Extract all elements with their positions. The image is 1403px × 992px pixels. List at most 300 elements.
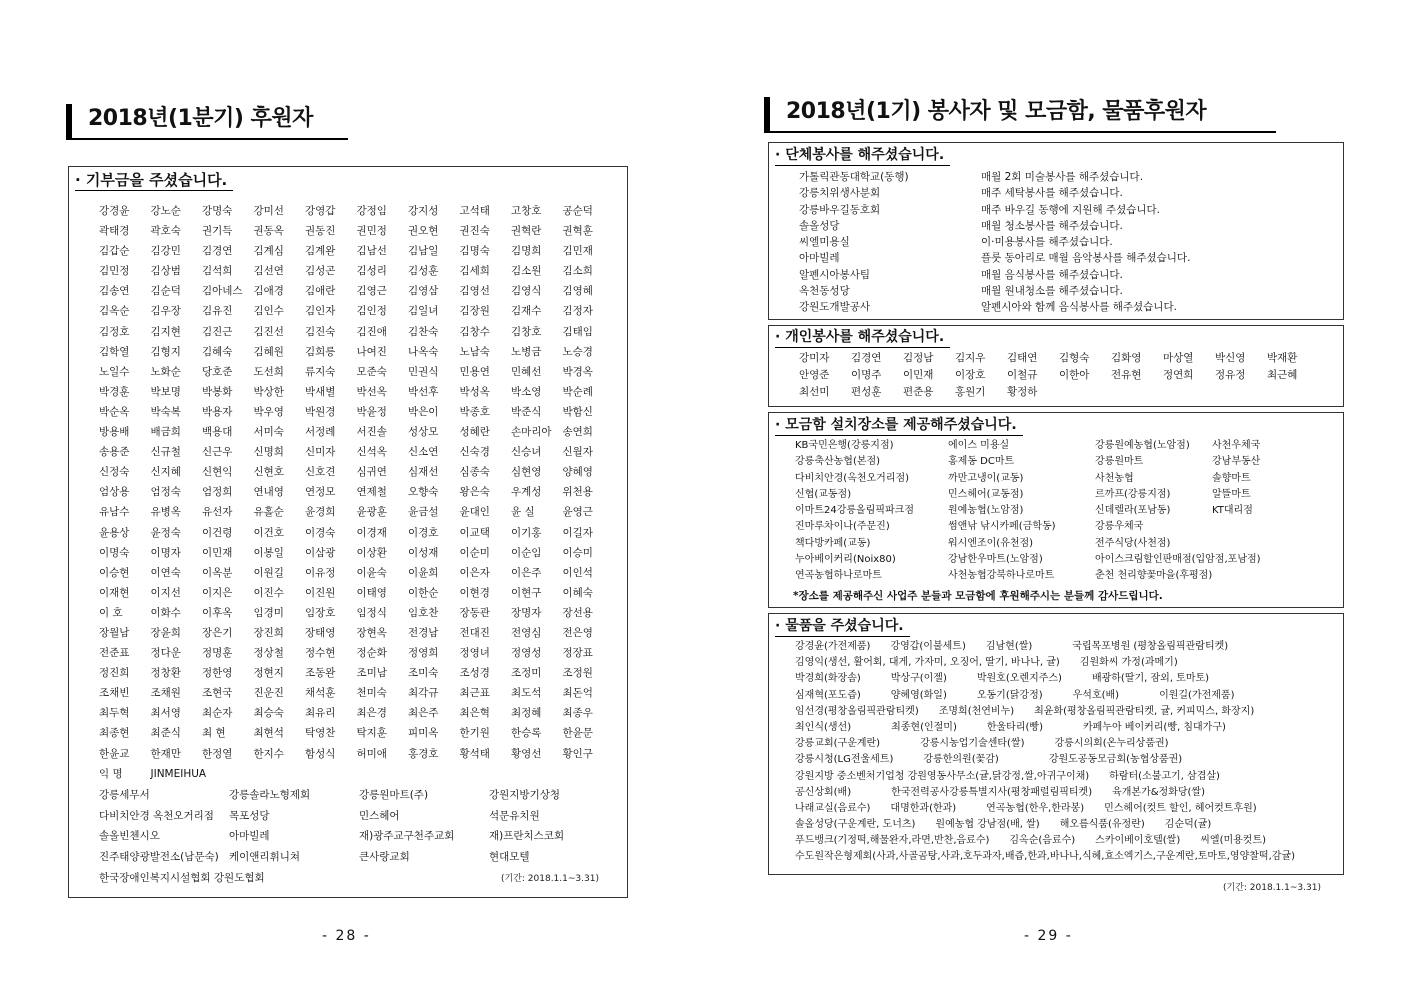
- donor-name: 최현석: [253, 727, 284, 740]
- donor-name: 노승경: [562, 345, 593, 358]
- donation-box-place: 사천우체국: [1212, 440, 1261, 451]
- volunteer-name: 황정하: [1007, 386, 1038, 398]
- donor-name: 김창수: [459, 325, 490, 338]
- volunteer-name: 마상열: [1163, 352, 1194, 364]
- left-page: [0, 0, 701, 992]
- donor-org: 현대모텔: [489, 851, 530, 864]
- donor-name: 이경호: [408, 526, 439, 539]
- donor-name: 심귀연: [356, 466, 387, 479]
- donation-box-place: 전주식당(사천점): [1095, 537, 1171, 549]
- donor-name: 공순덕: [562, 205, 593, 217]
- volunteer-name: 박재환: [1267, 352, 1298, 364]
- goods-donor-line: 강릉시청(LG전울세트) 강릉한의원(꽃감) 강원도공동모금회(농협상품권): [795, 754, 1183, 766]
- volunteer-name: 김지우: [955, 352, 986, 364]
- donor-name: 신현익: [202, 466, 233, 479]
- donor-name: 이한순: [408, 586, 439, 599]
- donor-name: 조미숙: [408, 667, 439, 680]
- group-volunteer-row: [799, 234, 1190, 250]
- group-volunteer-row: [799, 283, 1190, 299]
- donor-name: 최돈억: [562, 687, 593, 700]
- donor-name: 조동완: [305, 667, 336, 680]
- donor-name: 이은주: [511, 566, 542, 579]
- group-volunteer-row: [799, 299, 1190, 315]
- donor-name: 나여진: [356, 345, 387, 358]
- donor-name: 박순옥: [99, 405, 130, 418]
- donation-box-place: 이마트24강릉올림픽파크점: [795, 505, 914, 517]
- donor-name: 김계완: [305, 245, 336, 258]
- donor-name: 신정숙: [99, 466, 130, 479]
- donor-name: 권혁란: [511, 225, 542, 238]
- donor-name: 임정식: [356, 606, 387, 619]
- donor-name: 김태임: [562, 325, 593, 338]
- donor-name: 탁영찬: [305, 727, 336, 740]
- volunteer-name: 최근혜: [1267, 369, 1298, 381]
- donation-box-place: 진마루차이나(주문진): [795, 521, 890, 533]
- donor-name: 성상모: [408, 426, 439, 439]
- donor-name: 최근표: [459, 687, 490, 700]
- donor-name: 신미자: [305, 446, 336, 459]
- donor-org: 한국장애인복지시설협회 강원도협회: [99, 871, 265, 884]
- donation-box-place: 썸앤낚 낚시카페(금학동): [948, 521, 1056, 533]
- group-volunteer-row: [799, 250, 1190, 266]
- goods-donor-line: 솔올성당(구운계란, 도너츠) 원예농협 강남점(배, 쌀) 해오름식품(유정란) 김순덕(귤): [795, 819, 1212, 831]
- group-name: 옥천동성당: [799, 285, 850, 298]
- donor-org: 케이앤리휘니쳐: [229, 851, 301, 864]
- donation-box-place: 사천농협강북하나로마트: [948, 570, 1055, 582]
- donor-name: 최순자: [202, 707, 233, 720]
- donor-name: 박경훈: [99, 385, 130, 398]
- donor-name: 심종숙: [459, 466, 490, 479]
- donor-name: 조미남: [356, 667, 387, 680]
- donation-box-place: 알뜰마트: [1212, 488, 1251, 500]
- donor-name: 신소연: [408, 446, 439, 459]
- donor-name: 민권식: [408, 365, 439, 378]
- goods-donor-heading: · 물품을 주셨습니다.: [775, 617, 910, 637]
- donor-name: 송용준: [99, 446, 130, 459]
- donor-name: 이인석: [562, 566, 593, 579]
- donor-name: 김우장: [150, 305, 181, 318]
- donor-name: 김희릉: [305, 345, 336, 358]
- donor-name: 이건호: [253, 526, 284, 539]
- donor-name: 김갑순: [99, 245, 130, 258]
- donor-name: 이명숙: [99, 546, 130, 559]
- donor-name: 김찬숙: [408, 325, 439, 338]
- donor-name: 김인정: [356, 305, 387, 318]
- donation-box-place: 솔향마트: [1212, 472, 1251, 484]
- donor-name: 김민재: [562, 245, 593, 258]
- donor-name: 장현옥: [356, 626, 387, 639]
- group-name: 알펜시아봉사팀: [799, 268, 871, 281]
- donor-name: 박윤정: [356, 405, 387, 418]
- donor-name: 모준숙: [356, 365, 387, 378]
- volunteer-name: 김형숙: [1059, 352, 1090, 364]
- donor-name: 김명숙: [459, 245, 490, 258]
- donor-name: 황석태: [459, 747, 490, 760]
- donor-name: 최유리: [305, 707, 336, 720]
- donor-name: 김창호: [511, 325, 542, 338]
- group-activity: 플룻 동아리로 매월 음악봉사를 해주셨습니다.: [981, 252, 1191, 265]
- donor-name: 신석옥: [356, 446, 387, 459]
- donation-box-place: 책다방카페(교동): [795, 537, 871, 549]
- donor-name: 한정열: [202, 747, 233, 760]
- donor-name: 신승녀: [511, 446, 542, 459]
- group-activity: 매주 세탁봉사를 해주셨습니다.: [981, 187, 1123, 200]
- donor-name: 윤광훈: [356, 506, 387, 519]
- donor-name: 김학열: [99, 345, 130, 358]
- donor-name: 이순임: [511, 546, 542, 559]
- donor-name: 김영선: [459, 285, 490, 298]
- group-activity: 매주 바우길 동행에 지원해 주셨습니다.: [981, 203, 1160, 216]
- donor-name: 정한영: [202, 667, 233, 680]
- donor-name: 김세희: [459, 265, 490, 278]
- donor-name: 이후옥: [202, 606, 233, 619]
- donor-name: 권오현: [408, 225, 439, 238]
- donor-name: 김장원: [459, 305, 490, 318]
- goods-donor-line: 김영익(생선, 활어회, 대게, 가자미, 오징어, 딸기, 바나나, 귤) 김원화씨 가정(과메기): [795, 657, 1178, 669]
- donation-box-place: 르까프(강릉지점): [1095, 488, 1171, 500]
- volunteer-name: 편준용: [903, 386, 934, 398]
- donor-name: 장진희: [253, 626, 284, 639]
- donor-name: 임장호: [305, 606, 336, 619]
- donor-name: 한재만: [150, 747, 181, 760]
- donor-name: 이삼광: [305, 546, 336, 559]
- donor-name: 이명자: [150, 546, 181, 559]
- donor-name: 강정임: [356, 205, 387, 217]
- volunteer-name: 김정남: [903, 352, 934, 364]
- donor-name: 이윤희: [408, 566, 439, 579]
- donor-name: 허미애: [356, 747, 387, 760]
- goods-donor-line: 나래교실(음료수) 대명한과(한과) 연곡농협(한우,한라봉) 민스헤어(컷트 할인, 헤어컷트후원): [795, 802, 1257, 814]
- donor-name: 김혜원: [253, 345, 284, 358]
- donor-name: 신호견: [305, 466, 336, 479]
- donor-name: 정영성: [511, 647, 542, 660]
- donor-name: 김정호: [99, 325, 130, 338]
- donation-box-place: 아이스크림할인판매점(입암점,포남점): [1095, 554, 1261, 566]
- donor-name: 박함신: [562, 405, 593, 418]
- donor-name: 한지수: [253, 747, 284, 760]
- donor-name: 이태영: [356, 586, 387, 599]
- donor-name: 김영근: [356, 285, 387, 298]
- donor-name: 박봉화: [202, 385, 233, 398]
- donor-name: 정수현: [305, 647, 336, 660]
- donation-box-place: [1212, 536, 1340, 552]
- donor-name: 나옥숙: [408, 345, 439, 358]
- donor-name: 이상환: [356, 546, 387, 559]
- donor-name: JINMEIHUA: [150, 767, 207, 780]
- donation-box-place: 워시엔조이(유천점): [948, 537, 1034, 549]
- group-volunteer-row: [799, 267, 1190, 283]
- group-volunteer-heading: · 단체봉사를 해주셨습니다.: [775, 146, 950, 166]
- donation-box-place-section: [768, 412, 1344, 608]
- donor-name: 김진선: [253, 325, 284, 338]
- donor-name: 김소희: [562, 265, 593, 278]
- donor-name: 권동옥: [253, 225, 284, 238]
- right-page-number: - 29 -: [1024, 928, 1073, 944]
- group-name: 강릉바우길동호회: [799, 203, 881, 216]
- donation-box-place: 강릉우체국: [1095, 521, 1144, 533]
- goods-donor-line: 박경희(화장솜) 박상구(이젤) 박원호(오렌지주스) 배광하(딸기, 잠외, 토마토): [795, 673, 1210, 685]
- donor-name: 배금희: [150, 426, 181, 439]
- donor-name: 김석희: [202, 265, 233, 278]
- donor-name: [408, 764, 460, 784]
- donor-name: 이재현: [99, 586, 130, 599]
- donor-name: 임경미: [253, 606, 284, 619]
- donation-box-place: 강릉축산농협(본점): [795, 456, 881, 468]
- donor-name: 박우영: [253, 405, 284, 418]
- donor-name: 장명자: [511, 606, 542, 619]
- donor-name: 최 현: [202, 727, 226, 740]
- donor-name: 윤정숙: [150, 526, 181, 539]
- donor-name: 강명숙: [202, 205, 233, 217]
- group-activity: 매월 2회 미술봉사를 해주셨습니다.: [981, 171, 1144, 183]
- donor-name: 이민재: [202, 546, 233, 559]
- donation-box-place: [1212, 568, 1340, 584]
- goods-donor-list: [795, 639, 1340, 866]
- donor-name: 김강민: [150, 245, 181, 258]
- donor-name: 진운진: [253, 687, 284, 700]
- donor-name: 김애경: [253, 285, 284, 298]
- donor-name: 전준표: [99, 647, 130, 660]
- donor-name: 민용연: [459, 365, 490, 378]
- donor-name: 강미선: [253, 205, 284, 217]
- donor-name: 김명희: [511, 245, 542, 258]
- donor-name: 엄정희: [202, 486, 233, 499]
- donor-name: 김성훈: [408, 265, 439, 278]
- donor-org: 강릉원마트(주): [359, 789, 429, 801]
- donor-name: 이현경: [459, 586, 490, 599]
- donor-name: 김영식: [511, 285, 542, 298]
- donor-name: 한승록: [511, 727, 542, 740]
- donor-section: [68, 166, 628, 898]
- donor-name: 장월남: [99, 626, 130, 639]
- donor-name: 이경숙: [305, 526, 336, 539]
- group-name: 강릉치위생사분회: [799, 187, 881, 200]
- donor-name: 송연희: [562, 426, 593, 439]
- donor-name: 김일녀: [408, 305, 439, 318]
- left-period-note: (기간: 2018.1.1~3.31): [501, 874, 599, 884]
- donation-box-place: KB국민은행(강릉지점): [795, 440, 894, 451]
- volunteer-name: 김태연: [1007, 352, 1038, 364]
- donor-name: 김인수: [253, 305, 284, 318]
- group-volunteer-row: [799, 185, 1190, 201]
- group-name: 솔올성당: [799, 219, 840, 232]
- individual-volunteer-grid: [799, 350, 1319, 401]
- donor-org: 아마빌레: [229, 830, 270, 843]
- donor-name: 박소영: [511, 385, 542, 398]
- donor-org: 강원지방기상청: [489, 789, 561, 801]
- donation-box-place: 원예농협(노암점): [948, 505, 1024, 517]
- goods-donor-line: 최인식(생선) 최종현(인절미) 한울타리(빵) 카페누아 베이커리(빵, 침대가구): [795, 721, 1226, 733]
- donor-name: 김민정: [99, 265, 130, 278]
- donor-name: 김성리: [356, 265, 387, 278]
- donor-name: 황인구: [562, 747, 593, 760]
- donor-name: 최각규: [408, 687, 439, 700]
- donor-name: 정명훈: [202, 647, 233, 660]
- group-activity: 알펜시아와 함께 음식봉사를 해주셨습니다.: [981, 301, 1177, 314]
- goods-donor-line: 강경윤(가전제품) 강영갑(이불세트) 김남현(쌀) 국립목포병원 (평창올림픽관람티켓): [795, 641, 1229, 652]
- donor-name: 김상범: [150, 265, 181, 278]
- donor-name: 강노순: [150, 205, 181, 217]
- donor-name: 박선옥: [356, 385, 387, 398]
- donor-name: [254, 764, 306, 784]
- donor-name: 김남일: [408, 245, 439, 258]
- donor-name: 장태영: [305, 626, 336, 639]
- group-activity: 매월 원내청소를 해주셨습니다.: [981, 285, 1123, 298]
- donor-name: 정현지: [253, 667, 284, 680]
- donor-name: 이경재: [356, 526, 387, 539]
- donor-name: 박종호: [459, 405, 490, 418]
- donor-name: 권기득: [202, 225, 233, 238]
- donor-name-grid: [99, 201, 614, 784]
- donor-org: [229, 868, 359, 889]
- donor-name: 한기원: [459, 727, 490, 740]
- donor-name: 황영선: [511, 747, 542, 760]
- donor-name: [563, 764, 615, 784]
- donor-org: 민스헤어: [359, 809, 400, 822]
- donor-name: 피미옥: [408, 727, 439, 740]
- donor-name: 왕은숙: [459, 486, 490, 499]
- donor-name: 조현국: [202, 687, 233, 700]
- donor-name: 권민정: [356, 225, 387, 238]
- donation-box-place: [1212, 552, 1340, 568]
- donor-name: 김재수: [511, 305, 542, 318]
- donor-name: 백용대: [202, 426, 233, 439]
- donor-name: 이은자: [459, 566, 490, 579]
- donor-name: 정영녀: [459, 647, 490, 660]
- group-activity: 이·미용봉사를 해주셨습니다.: [981, 236, 1113, 249]
- donor-name: [460, 764, 512, 784]
- donor-name: 강영갑: [305, 205, 336, 217]
- goods-donor-line: 심재혁(포도즙) 양혜영(화일) 오동기(닭강정) 우석호(배) 이원길(가전제품): [795, 689, 1235, 701]
- donor-name: 김남선: [356, 245, 387, 258]
- individual-volunteer-heading: · 개인봉사를 해주셨습니다.: [775, 328, 950, 348]
- donor-name: 홍경호: [408, 747, 439, 760]
- donor-name: 김옥순: [99, 305, 130, 318]
- donor-name: 윤 실: [511, 506, 535, 519]
- donor-name: [305, 764, 357, 784]
- donor-name: 곽태경: [99, 225, 130, 238]
- donation-box-place: 까만고냉이(교동): [948, 472, 1024, 484]
- donor-name: 오향숙: [408, 486, 439, 499]
- donor-name: [357, 764, 409, 784]
- volunteer-name: 김경연: [851, 352, 882, 364]
- donor-name: 이원길: [253, 566, 284, 579]
- donor-name: 이지선: [150, 586, 181, 599]
- volunteer-name: [1267, 384, 1319, 401]
- donor-name: 탁지훈: [356, 727, 387, 740]
- donor-name: 정영희: [408, 647, 439, 660]
- donor-name: 박상한: [253, 385, 284, 398]
- donor-name: 곽호숙: [150, 225, 181, 238]
- donor-name: 정장표: [562, 647, 593, 660]
- donor-name: 전경남: [408, 626, 439, 639]
- donor-name: 김진숙: [305, 325, 336, 338]
- donor-name: 손마리아: [511, 426, 552, 439]
- donor-name: 박순례: [562, 385, 593, 398]
- donor-name: 당호준: [202, 365, 233, 378]
- donor-org: 진주태양광발전소(남문숙): [99, 851, 219, 864]
- donor-name: 박선후: [408, 385, 439, 398]
- donor-org: 석문유치원: [489, 809, 540, 822]
- group-name: 가톨릭관동대학교(동행): [799, 171, 909, 183]
- donor-name: 이윤숙: [356, 566, 387, 579]
- donor-name: 이혜숙: [562, 586, 593, 599]
- donor-name: 장윤희: [150, 626, 181, 639]
- donor-name: 장동관: [459, 606, 490, 619]
- donor-name: 이유정: [305, 566, 336, 579]
- donor-name: 유남수: [99, 506, 130, 519]
- volunteer-name: 강미자: [799, 352, 830, 364]
- group-volunteer-list: [799, 169, 1190, 316]
- volunteer-name: [1163, 384, 1215, 401]
- donation-box-place: KT대리점: [1212, 505, 1253, 517]
- donor-name: 성혜란: [459, 426, 490, 439]
- donor-name: 최은주: [408, 707, 439, 720]
- donor-name: 윤영근: [562, 506, 593, 519]
- donor-name: 이승미: [562, 546, 593, 559]
- donor-name: 강경윤: [99, 205, 130, 217]
- volunteer-name: [1059, 384, 1111, 401]
- goods-donor-line: 강원지방 중소벤처기업청 강원영동사무소(귤,닭강정,쌀,아귀구이채) 하람터(소불고기, 삼겹살): [795, 770, 1220, 782]
- donation-box-place-heading: · 모금함 설치장소를 제공해주셨습니다.: [775, 416, 1023, 436]
- donor-name: 도선희: [253, 365, 284, 378]
- individual-volunteer-section: [768, 325, 1344, 407]
- donor-name: 신현호: [253, 466, 284, 479]
- goods-donor-line: 수도원작은형제회(사과,사골곰탕,사과,호두과자,배즙,한과,바나나,식혜,효소엑기스,구운계란,토마토,영양찰떡,감귤): [795, 851, 1295, 863]
- donor-name: 김영삼: [408, 285, 439, 298]
- donor-name: 유선자: [202, 506, 233, 519]
- donor-org: 큰사랑교회: [359, 851, 410, 864]
- donor-name: 최은경: [356, 707, 387, 720]
- volunteer-name: [1215, 384, 1267, 401]
- donation-box-place: 춘천 천리향꽃마을(후평점): [1095, 570, 1213, 582]
- volunteer-name: 정연희: [1163, 369, 1194, 381]
- donor-name: 윤용상: [99, 526, 130, 539]
- donor-name: 김지현: [150, 325, 181, 338]
- donation-box-place: 강남한우마트(노암점): [948, 554, 1043, 566]
- donor-name: 최준식: [150, 727, 181, 740]
- donor-name: 위천용: [562, 486, 593, 499]
- donor-name: 이성재: [408, 546, 439, 559]
- donor-name: 최승숙: [253, 707, 284, 720]
- donor-name: 김형지: [150, 345, 181, 358]
- donor-name: 윤경희: [305, 506, 336, 519]
- donor-name: 김순덕: [150, 285, 181, 298]
- donor-name: 서미숙: [253, 426, 284, 439]
- donor-name: 조정미: [511, 667, 542, 680]
- donor-name: 이화수: [150, 606, 181, 619]
- right-page: [701, 0, 1403, 992]
- donor-name: 신지혜: [150, 466, 181, 479]
- donation-box-place-grid: [795, 438, 1340, 585]
- donor-name: 권진숙: [459, 225, 490, 238]
- donor-name: 이 호: [99, 606, 123, 619]
- donor-name: 신명희: [253, 446, 284, 459]
- donor-name: 민혜선: [511, 365, 542, 378]
- donor-name: 최종현: [99, 727, 130, 740]
- donor-name: 박준식: [511, 405, 542, 418]
- group-name: 씨엘미용실: [799, 236, 850, 249]
- donor-name: 정진희: [99, 667, 130, 680]
- goods-donor-line: 푸드뱅크(기정떡,해물완자,라면,반찬,음료수) 김옥순(음료수) 스카이베이호텔(쌀) 씨엘(미용컷트): [795, 835, 1267, 847]
- donor-name: 신숙경: [459, 446, 490, 459]
- donor-org: 재)프란치스코회: [489, 830, 565, 843]
- donor-name: [202, 764, 254, 784]
- donor-name: 이지은: [202, 586, 233, 599]
- goods-donor-section: [768, 613, 1344, 875]
- donor-name: 박숙복: [150, 405, 181, 418]
- volunteer-name: 이한아: [1059, 369, 1090, 381]
